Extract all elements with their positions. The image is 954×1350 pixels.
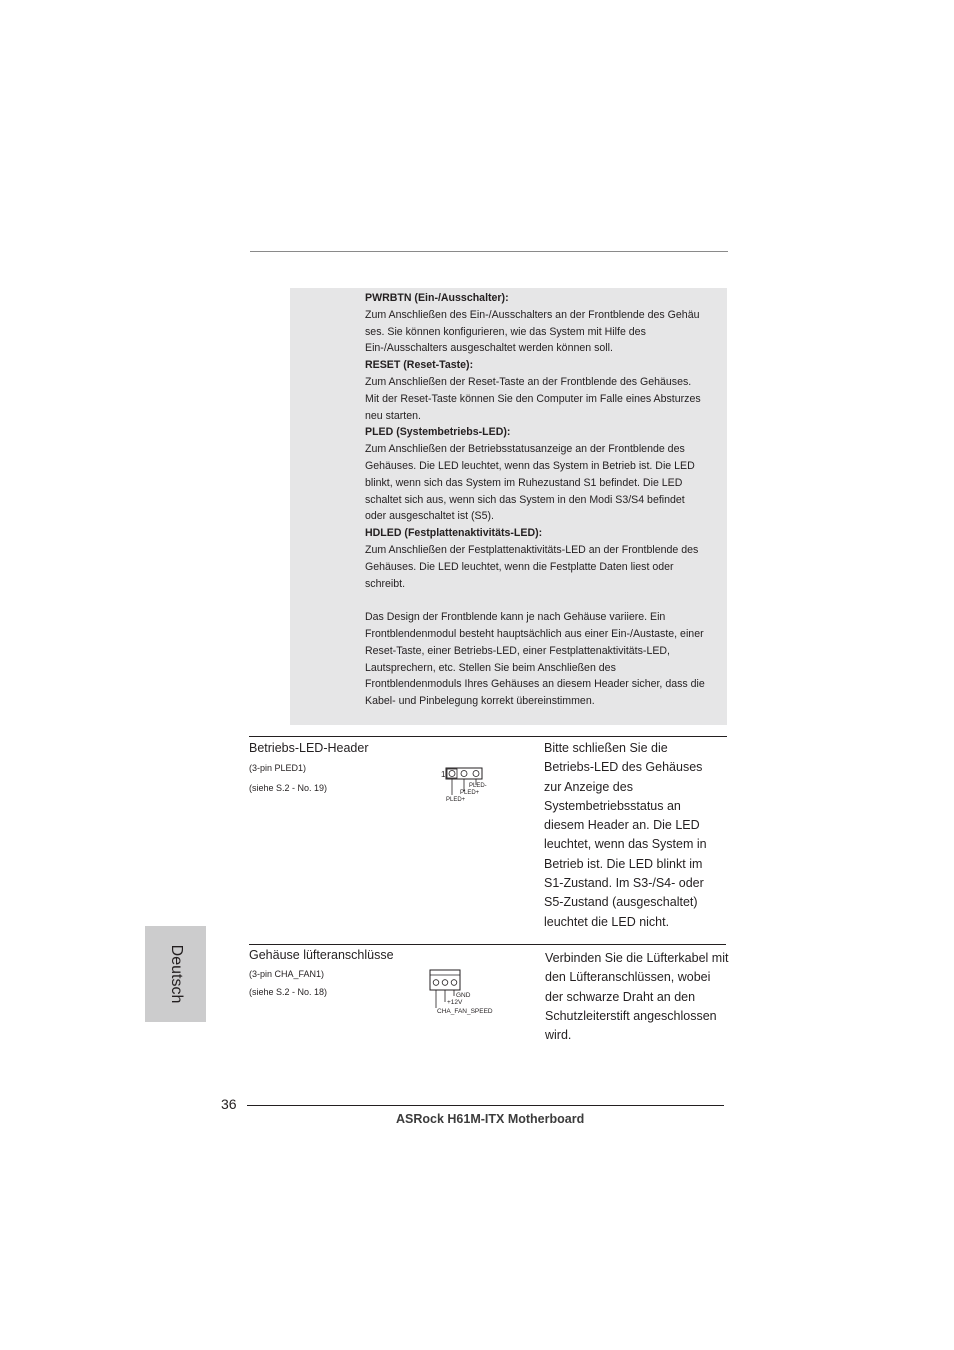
section1-description (544, 739, 729, 932)
section1-ref: (siehe S.2 - No. 19) (249, 783, 328, 793)
section1-desc-line: Systembetriebsstatus an (544, 798, 681, 813)
panel-line: blinkt, wenn sich das System im Ruhezustand S1 befindet. Die LED (365, 476, 683, 489)
language-tab-label: Deutsch (167, 944, 185, 1004)
fan-gnd-label: GND (456, 992, 471, 999)
section1-desc-line: leuchtet, wenn das System in (544, 837, 707, 852)
panel-line: Zum Anschließen der Reset-Taste an der Frontblende des Gehäuses. (365, 375, 692, 388)
section1-desc-line: zur Anzeige des (544, 779, 633, 794)
pled-header-diagram (438, 764, 498, 806)
section1-desc-line: diesem Header an. Die LED (544, 818, 700, 833)
footer-title: ASRock H61M-ITX Motherboard (396, 1112, 585, 1126)
panel-heading: PWRBTN (Ein-/Ausschalter): (365, 292, 509, 304)
fan-header-diagram (426, 967, 502, 1019)
panel-line: Kabel- und Pinbelegung korrekt übereinstimmen. (365, 695, 595, 708)
section2-description (545, 949, 740, 1045)
section1-title: Betriebs-LED-Header (249, 741, 369, 755)
panel-heading: RESET (Reset-Taste): (365, 359, 474, 372)
section2-desc-line: der schwarze Draht an den (545, 989, 696, 1004)
panel-gap (365, 592, 727, 609)
section1-desc-line: leuchtet die LED nicht. (544, 914, 670, 929)
language-tab (145, 926, 206, 1022)
panel-line: Zum Anschließen des Ein-/Ausschalters an der Frontblende des Gehäu (365, 308, 700, 321)
section2-desc-line: Verbinden Sie die Lüfterkabel mit (545, 951, 729, 965)
pled-pin1-label: 1 (441, 770, 446, 779)
fan-12v-label: +12V (447, 999, 463, 1006)
section1-desc-line: S5-Zustand (ausgeschaltet) (544, 895, 698, 910)
panel-line: Reset-Taste, einer Betriebs-LED, einer Festplattenaktivitäts-LED, (365, 644, 670, 657)
section2-ref: (siehe S.2 - No. 18) (249, 987, 328, 997)
panel-line: schreibt. (365, 577, 406, 590)
section2-rule (249, 944, 726, 945)
section2-desc-line: wird. (545, 1028, 572, 1043)
pled-plus-label-1: PLED+ (460, 790, 480, 796)
panel-heading: HDLED (Festplattenaktivitäts-LED): (365, 527, 543, 540)
panel-line: oder ausgeschaltet ist (S5). (365, 510, 494, 523)
footer-rule (247, 1105, 724, 1106)
panel-line: Frontblendenmoduls Ihres Gehäuses an diesem Header sicher, dass die (365, 678, 705, 691)
panel-line: neu starten. (365, 409, 421, 422)
section1-desc-line: Betrieb ist. Die LED blinkt im (544, 856, 703, 871)
panel-line: Lautsprechern, etc. Stellen Sie beim Anschließen des (365, 661, 616, 674)
section1-desc-line: S1-Zustand. Im S3-/S4- oder (544, 876, 704, 891)
panel-line: Zum Anschließen der Festplattenaktivitäts-LED an der Frontblende des (365, 543, 699, 556)
info-panel-text (365, 290, 727, 710)
panel-heading: PLED (Systembetriebs-LED): (365, 426, 511, 439)
panel-line: Ein-/Ausschalters ausgeschaltet werden können soll. (365, 342, 613, 355)
fan-speed-label: CHA_FAN_SPEED (437, 1008, 493, 1015)
panel-line: Zum Anschließen der Betriebsstatusanzeige an der Frontblende des (365, 443, 685, 456)
section2-desc-line: Schutzleiterstift angeschlossen (545, 1008, 717, 1023)
pled-plus-label-2: PLED+ (446, 797, 466, 803)
pled-minus-label: PLED- (469, 783, 487, 789)
panel-line: Frontblendenmodul besteht hauptsächlich aus einer Ein-/Austaste, einer (365, 627, 704, 640)
panel-line: Das Design der Frontblende kann je nach Gehäuse variiere. Ein (365, 611, 666, 624)
section1-pin: (3-pin PLED1) (249, 763, 307, 773)
panel-line: Gehäuses. Die LED leuchtet, wenn das System in Betrieb ist. Die LED (365, 459, 695, 472)
page-number: 36 (221, 1096, 237, 1112)
section1-rule (249, 736, 727, 737)
top-rule (250, 251, 728, 252)
section1-desc-line: Betriebs-LED des Gehäuses (544, 760, 703, 775)
panel-line: schaltet sich aus, wenn sich das System in den Modi S3/S4 befindet (365, 493, 685, 506)
section2-pin: (3-pin CHA_FAN1) (249, 969, 325, 979)
panel-line: ses. Sie können konfigurieren, wie das System mit Hilfe des (365, 325, 646, 338)
panel-line: Mit der Reset-Taste können Sie den Computer im Falle eines Absturzes (365, 392, 701, 405)
pled-connector-body (446, 768, 482, 779)
panel-line: Gehäuses. Die LED leuchtet, wenn die Festplatte Daten liest oder (365, 560, 674, 573)
section2-desc-line: den Lüfteranschlüssen, wobei (545, 970, 711, 985)
section1-desc-line: Bitte schließen Sie die (544, 741, 668, 755)
section2-title: Gehäuse lüfteranschlüsse (249, 948, 394, 962)
